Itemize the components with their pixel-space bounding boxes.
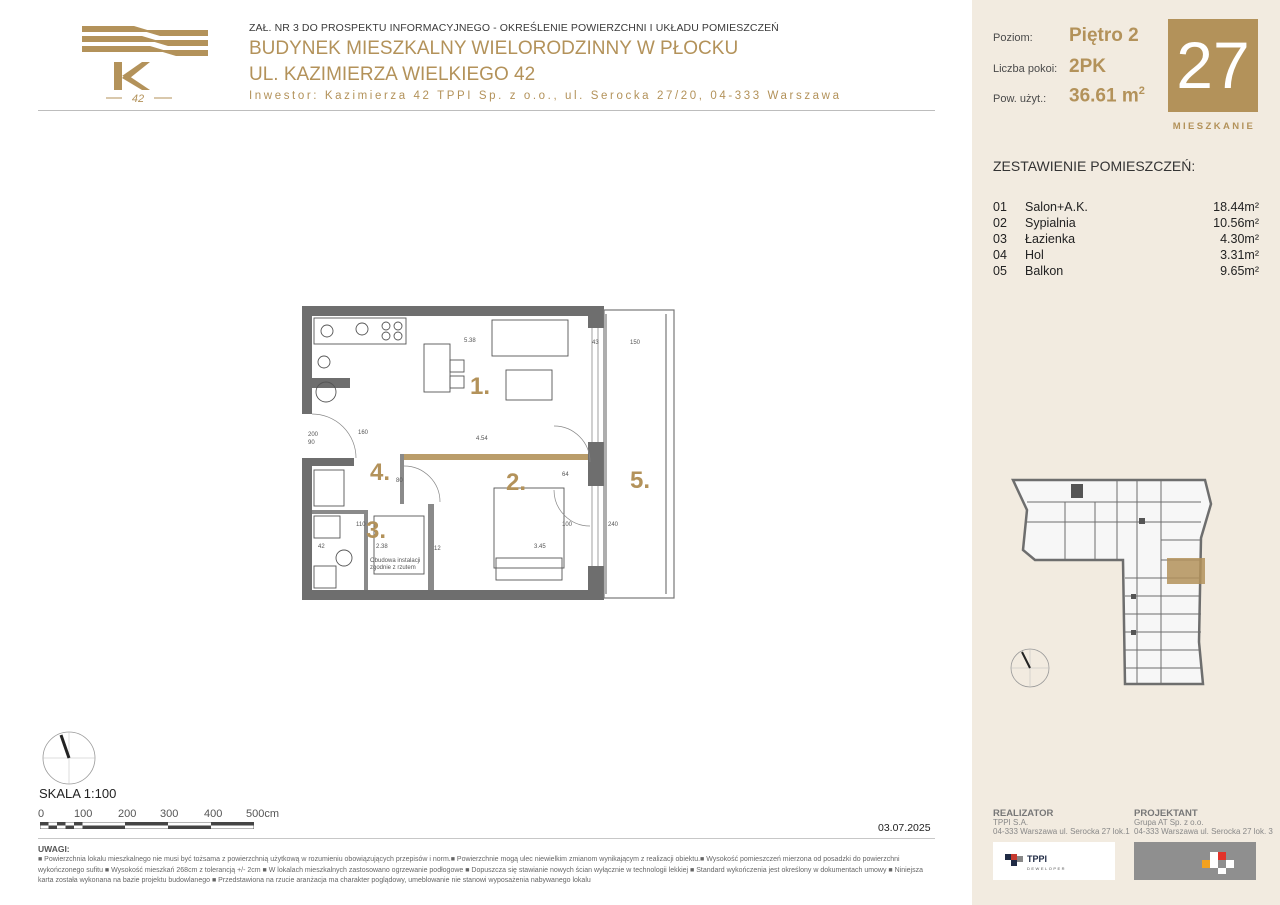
north-arrow-icon: [42, 731, 96, 785]
list-item: 01 Salon+A.K. 18.44m²: [993, 200, 1259, 214]
header-divider: [38, 110, 935, 111]
unit-info-panel: [972, 0, 1280, 905]
level-value: Piętro 2: [1069, 25, 1139, 46]
investor-line: Inwestor: Kazimierza 42 TPPI Sp. z o.o., ul. Serocka 27/20, 04-333 Warszawa: [249, 90, 842, 102]
building-address: UL. KAZIMIERZA WIELKIEGO 42: [249, 64, 536, 85]
projektant-name: Grupa AT Sp. z o.o.: [1134, 818, 1204, 827]
dimension-label: 200: [308, 432, 319, 438]
notes-title: UWAGI:: [38, 844, 70, 854]
level-label: Poziom:: [993, 32, 1033, 44]
dimension-label: 110: [356, 522, 366, 528]
dimension-label: 150: [630, 340, 641, 346]
dimension-label: 12: [434, 546, 441, 552]
scale-bar: [40, 822, 254, 829]
projektant-label: PROJEKTANT: [1134, 808, 1198, 819]
scale-title: SKALA 1:100: [39, 786, 117, 801]
list-item: 03 Łazienka 4.30m²: [993, 232, 1259, 246]
dimension-label: 42: [318, 544, 325, 550]
unit-caption: MIESZKANIE: [1172, 121, 1256, 132]
rooms-summary-list: [993, 199, 1259, 279]
dimension-label: 90: [308, 440, 315, 446]
dimension-label: 43: [592, 340, 599, 346]
svg-text:DEWELOPER: DEWELOPER: [1027, 866, 1067, 871]
dimension-label: 4.54: [476, 436, 488, 442]
dimension-label: 2.38: [376, 544, 388, 550]
rooms-count-value: 2PK: [1069, 56, 1106, 77]
realizator-label: REALIZATOR: [993, 808, 1054, 819]
north-arrow-small-icon: [1010, 648, 1050, 688]
dimension-label: 100: [562, 522, 573, 528]
list-item: 04 Hol 3.31m²: [993, 248, 1259, 262]
list-item: 05 Balkon 9.65m²: [993, 264, 1259, 278]
dimension-label: 240: [608, 522, 619, 528]
notes-divider: [38, 838, 935, 839]
apartment-floor-plan: [300, 304, 680, 604]
plan-note: zgodnie z rzutem: [370, 565, 416, 571]
room-label-1: 1.: [470, 373, 491, 400]
logo-number: 42: [131, 93, 145, 104]
dimension-label: 160: [358, 430, 369, 436]
dimension-label: 5.38: [464, 338, 476, 344]
rooms-summary-title: ZESTAWIENIE POMIESZCZEŃ:: [993, 158, 1196, 174]
room-label-2: 2.: [506, 469, 527, 496]
projektant-address: 04-333 Warszawa ul. Serocka 27 lok. 3: [1134, 827, 1273, 836]
unit-number-badge: 27: [1168, 19, 1258, 112]
dimension-label: 3.45: [534, 544, 546, 550]
dimension-label: 64: [562, 472, 569, 478]
dimension-label: 80: [396, 478, 403, 484]
realizator-address: 04-333 Warszawa ul. Serocka 27 lok.1: [993, 827, 1130, 836]
list-item: 02 Sypialnia 10.56m²: [993, 216, 1259, 230]
room-label-5: 5.: [630, 467, 651, 494]
room-label-3: 3.: [366, 517, 387, 544]
notes-text: ■ Powierzchnia lokalu mieszkalnego nie musi być tożsama z powierzchnią użytkową w rozumieniu obowiązujących przepisów i norm.■ Powierzchnie mogą ulec niewielkim zmianom wynikającym z realizacji obiektu.■ Wysokość pomieszczeń mierzona od posadzki do powierzchni wykończonego sufitu ■ Wysokość mieszkań 268cm z tolerancją +/- 2cm ■ W lokalach mieszkalnych zastosowano ogrzewanie podłogowe ■ Dopuszcza się stawianie nowych ścian wyłącznie w technologii lekkiej ■ Standard wykończenia jest określony w dokumentach umowy ■ Niniejsza karta została wykonana na bazie projektu budowlanego ■ Przedstawiona na rzucie aranżacja ma charakter poglądowy, umeblowanie nie stanowi wyposażenia nabywanego lokalu: [38, 856, 924, 884]
document-date: 03.07.2025: [878, 822, 931, 834]
realizator-name: TPPI S.A.: [993, 818, 1029, 827]
area-value: 36.61 $m^2$: [1069, 85, 1145, 107]
area-label: Pow. użyt.:: [993, 93, 1047, 105]
building-title: BUDYNEK MIESZKALNY WIELORODZINNY W PŁOCKU: [249, 38, 739, 59]
developer-logo: [80, 22, 210, 104]
realizator-logo: [993, 842, 1115, 880]
highlighted-unit: [1167, 558, 1205, 584]
projektant-logo: [1134, 842, 1256, 880]
svg-text:TPPI: TPPI: [1027, 854, 1048, 864]
attachment-line: ZAŁ. NR 3 DO PROSPEKTU INFORMACYJNEGO - OKREŚLENIE POWIERZCHNI I UKŁADU POMIESZCZEŃ: [249, 22, 779, 34]
room-label-4: 4.: [370, 459, 391, 486]
rooms-count-label: Liczba pokoi:: [993, 63, 1058, 75]
plan-note: Obudowa instalacji: [370, 558, 421, 564]
